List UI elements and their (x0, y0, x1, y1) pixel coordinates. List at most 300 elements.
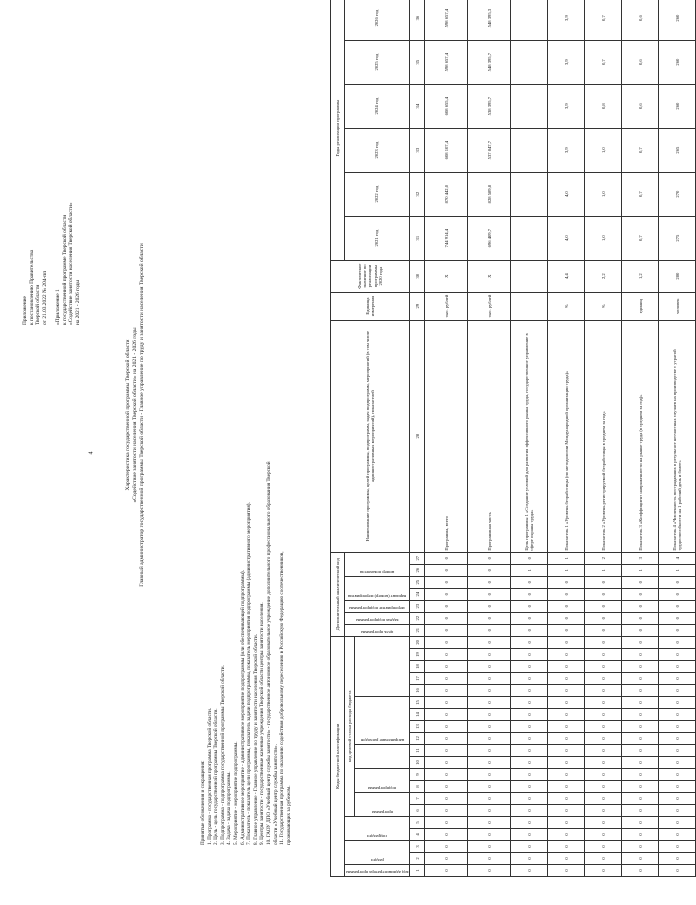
column-number: 9 (410, 769, 425, 781)
column-number: 31 (410, 216, 425, 260)
code-cell: 0 (585, 769, 622, 781)
code-cell: 0 (511, 733, 548, 745)
column-number: 12 (410, 733, 425, 745)
program-header: программа (354, 793, 409, 817)
code-cell: 0 (468, 673, 511, 685)
code-cell: 0 (585, 721, 622, 733)
column-number: 20 (410, 636, 425, 648)
year-value: 0,7 (622, 128, 659, 172)
row-unit: % (585, 292, 622, 320)
admin-header: код администратора программы (344, 865, 410, 877)
code-cell: 0 (548, 769, 585, 781)
code-cell: 0 (468, 685, 511, 697)
year-value (511, 0, 548, 40)
page-number: 4 (88, 451, 95, 455)
code-cell: 0 (425, 781, 468, 793)
code-cell: 1 (511, 564, 548, 576)
code-cell: 0 (585, 865, 622, 877)
code-cell: 0 (511, 793, 548, 805)
code-cell: 0 (511, 805, 548, 817)
row-fact: Х (425, 260, 468, 292)
code-cell: 0 (468, 636, 511, 648)
column-number: 24 (410, 588, 425, 600)
column-number: 15 (410, 697, 425, 709)
year-value: 260 (659, 84, 696, 128)
code-cell: 0 (659, 769, 696, 781)
code-cell: 0 (622, 733, 659, 745)
row-name: Показатель 2 «Уровень регистрируемой безработицы в среднем за год» (585, 320, 622, 552)
code-cell: 0 (585, 624, 622, 636)
column-number: 23 (410, 600, 425, 612)
year-value: 696 409,7 (468, 216, 511, 260)
code-cell: 0 (659, 624, 696, 636)
code-cell: 0 (468, 817, 511, 829)
row-unit (511, 292, 548, 320)
code-cell: 0 (585, 576, 622, 588)
subprogram-header-2 (354, 745, 409, 769)
column-number: 5 (410, 817, 425, 829)
code-cell: 0 (425, 865, 468, 877)
year-value: 828 589,8 (468, 172, 511, 216)
row-unit: тыс. рублей (468, 292, 511, 320)
column-number: 10 (410, 757, 425, 769)
code-cell: 0 (585, 805, 622, 817)
code-cell: 0 (659, 721, 696, 733)
code-cell: 0 (548, 685, 585, 697)
year-value: 1,0 (585, 172, 622, 216)
code-cell: 0 (425, 793, 468, 805)
code-cell: 0 (511, 757, 548, 769)
year-value: 598 657,4 (425, 40, 468, 84)
code-cell: 0 (468, 624, 511, 636)
code-cell: 0 (622, 793, 659, 805)
code-cell: 0 (622, 853, 659, 865)
code-cell: 0 (425, 673, 468, 685)
code-cell: 0 (425, 817, 468, 829)
code-cell: 0 (622, 636, 659, 648)
code-cell: 0 (622, 841, 659, 853)
code-cell: 0 (548, 649, 585, 661)
year-value: 537 847,7 (468, 128, 511, 172)
code-cell: 0 (511, 685, 548, 697)
row-unit: тыс. рублей (425, 292, 468, 320)
code-cell: 0 (548, 673, 585, 685)
abbr-line: 6. Административное мероприятие - административное мероприятие подпрограммы (или обеспечивающей подпрограммы). (239, 570, 246, 845)
code-cell: 0 (585, 745, 622, 757)
code-cell: 0 (425, 552, 468, 564)
year-2024-header: 2024 год (344, 84, 410, 128)
code-cell: 0 (659, 612, 696, 624)
code-cell: 0 (511, 673, 548, 685)
year-value: 548 395,3 (468, 0, 511, 40)
year-value: 870 442,0 (425, 172, 468, 216)
code-cell: 0 (468, 793, 511, 805)
column-number: 6 (410, 805, 425, 817)
code-cell: 0 (585, 853, 622, 865)
year-value: 1,0 (585, 216, 622, 260)
column-number: 28 (410, 320, 425, 552)
code-cell: 0 (622, 649, 659, 661)
code-cell: 0 (659, 636, 696, 648)
code-cell: 0 (511, 781, 548, 793)
code-cell: 0 (511, 649, 548, 661)
code-cell: 0 (659, 745, 696, 757)
code-cell: 0 (548, 733, 585, 745)
code-cell: 0 (548, 829, 585, 841)
code-cell: 0 (659, 685, 696, 697)
code-cell: 0 (659, 661, 696, 673)
table-row (511, 0, 548, 877)
code-cell: 0 (425, 649, 468, 661)
code-cell: 0 (659, 781, 696, 793)
row-name: Программа, всего (425, 320, 468, 552)
column-number: 21 (410, 624, 425, 636)
code-cell: 0 (585, 600, 622, 612)
code-cell: 0 (548, 721, 585, 733)
code-cell: 0 (585, 841, 622, 853)
year-value: 0,7 (622, 216, 659, 260)
code-cell: 0 (548, 853, 585, 865)
code-cell: 0 (659, 841, 696, 853)
year-2026-header: 2026 год (344, 0, 410, 40)
code-cell: 0 (468, 841, 511, 853)
column-number: 4 (410, 829, 425, 841)
fact-header: Фактическое значение по реализации программы 2020 года (331, 260, 410, 292)
code-cell: 0 (468, 600, 511, 612)
code-cell: 0 (622, 769, 659, 781)
code-cell: 0 (548, 805, 585, 817)
column-number: 19 (410, 649, 425, 661)
code-cell: 0 (659, 576, 696, 588)
year-value: 598 657,4 (425, 0, 468, 40)
codes-header: Коды бюджетной классификации (331, 636, 345, 876)
appendix-line: на 2021 - 2026 годы (74, 279, 81, 325)
meropr-header: мероприятие подпрограммы (344, 600, 410, 612)
year-2025-header: 2025 год (344, 40, 410, 84)
code-cell: 0 (511, 612, 548, 624)
code-cell: 0 (548, 576, 585, 588)
row-name: Цель программы 1 «Создание условий для развития эффективного рынка труда, государственное управление в сфере охраны труда» (511, 320, 548, 552)
code-cell: 0 (548, 841, 585, 853)
code-cell: 0 (468, 721, 511, 733)
code-cell: 0 (622, 697, 659, 709)
year-value: 3,9 (548, 0, 585, 40)
abbr-line: 11. Государственная программа по оказанию содействия добровольному переселению в Российскую Федерацию соотечественников, (279, 551, 286, 845)
code-cell: 0 (585, 757, 622, 769)
row-name: Программная часть (468, 320, 511, 552)
code-cell: 0 (548, 661, 585, 673)
code-cell: 0 (585, 612, 622, 624)
code-cell: 0 (622, 685, 659, 697)
year-value: 4,0 (548, 172, 585, 216)
code-cell: 0 (511, 841, 548, 853)
column-number: 17 (410, 673, 425, 685)
code-cell: 0 (468, 781, 511, 793)
column-number: 34 (410, 84, 425, 128)
code-cell: 0 (468, 733, 511, 745)
year-value: 744 914,4 (425, 216, 468, 260)
direction-header-2 (354, 636, 409, 696)
variant-header: вариант (номер) мероприятия (344, 576, 410, 600)
code-cell: 0 (511, 600, 548, 612)
code-cell: 0 (585, 588, 622, 600)
code-cell: 0 (425, 769, 468, 781)
year-value: 0,6 (622, 40, 659, 84)
column-number: 33 (410, 128, 425, 172)
title-line: «Содействие занятости населения Тверской области» на 2021 - 2026 годы (132, 327, 138, 503)
code-cell: 0 (425, 733, 468, 745)
code-cell: 0 (511, 721, 548, 733)
code-cell: 0 (511, 588, 548, 600)
abbr-line: Принятые обозначения и сокращения: (200, 760, 206, 845)
characteristics-table (330, 0, 696, 877)
column-number: 22 (410, 612, 425, 624)
code-cell: 0 (425, 829, 468, 841)
code-cell: 0 (585, 697, 622, 709)
table-row (548, 0, 585, 877)
code-cell: 0 (659, 817, 696, 829)
column-number: 32 (410, 172, 425, 216)
code-cell: 0 (425, 841, 468, 853)
column-number: 36 (410, 0, 425, 40)
code-cell: 0 (622, 805, 659, 817)
code-cell: 0 (468, 576, 511, 588)
cel-header: цель программы (344, 624, 410, 636)
year-value: 0,6 (622, 0, 659, 40)
code-cell: 0 (425, 624, 468, 636)
code-cell: 0 (659, 649, 696, 661)
column-number: 29 (410, 292, 425, 320)
section-header: раздел (344, 841, 410, 865)
table-row (585, 0, 622, 877)
appendix-line (48, 185, 55, 325)
column-number: 13 (410, 721, 425, 733)
code-cell: 2 (585, 552, 622, 564)
appendix-line: Тверской области (35, 284, 42, 325)
year-value (511, 216, 548, 260)
code-cell: 0 (659, 757, 696, 769)
code-cell: 0 (468, 853, 511, 865)
column-number: 3 (410, 841, 425, 853)
code-cell: 0 (585, 733, 622, 745)
document-title (125, 65, 146, 765)
code-cell: 0 (511, 865, 548, 877)
column-number: 25 (410, 576, 425, 588)
code-cell: 0 (468, 564, 511, 576)
column-number: 1 (410, 865, 425, 877)
code-cell: 0 (622, 661, 659, 673)
code-cell: 0 (468, 769, 511, 781)
title-line: Главный администратор государственной программы Тверской области - Главное управление по труду и занятости населения Тверской области (139, 243, 145, 587)
code-cell: 0 (585, 685, 622, 697)
code-cell: 0 (425, 612, 468, 624)
code-cell: 0 (468, 829, 511, 841)
code-cell: 0 (468, 588, 511, 600)
code-cell: 1 (622, 564, 659, 576)
column-number: 11 (410, 745, 425, 757)
code-cell: 0 (511, 745, 548, 757)
year-value: 0,8 (585, 84, 622, 128)
code-cell: 1 (548, 564, 585, 576)
code-cell: 0 (468, 805, 511, 817)
code-cell: 0 (585, 817, 622, 829)
year-value: 275 (659, 216, 696, 260)
code-cell: 0 (511, 661, 548, 673)
code-cell: 0 (585, 829, 622, 841)
code-cell: 0 (622, 865, 659, 877)
appendix-block (22, 185, 81, 325)
appendix-line: «Приложение 1 (54, 289, 61, 325)
code-cell: 0 (548, 709, 585, 721)
subprogram-header: подпрограмма (354, 769, 409, 793)
code-cell: 0 (659, 673, 696, 685)
abbreviations-list (200, 5, 292, 845)
code-cell: 0 (425, 697, 468, 709)
code-cell: 0 (659, 853, 696, 865)
column-number: 26 (410, 564, 425, 576)
code-cell: 0 (659, 865, 696, 877)
code-cell: 0 (468, 745, 511, 757)
code-cell: 0 (425, 853, 468, 865)
code-cell: 0 (468, 865, 511, 877)
code-cell: 0 (425, 600, 468, 612)
abbr-line: 7. Показатель - показатель цели программы, показатель задачи подпрограммы, показатель мероприятия подпрограммы (административного мероприятия). (246, 502, 253, 845)
year-value: 4,0 (548, 216, 585, 260)
abbr-line: 1. Программа - государственная программа Тверской области. (206, 707, 213, 845)
code-cell: 0 (622, 721, 659, 733)
row-name: Показатель 4 «Численность пострадавших в результате несчастных случаев на производстве с утратой трудоспособности на 1 рабочий день и более» (659, 320, 696, 552)
year-value: 0,7 (622, 172, 659, 216)
code-cell: 0 (585, 781, 622, 793)
code-cell: 0 (548, 636, 585, 648)
year-value: 538 395,7 (468, 84, 511, 128)
code-cell: 0 (511, 636, 548, 648)
years-group-header: Годы реализации программы (331, 0, 345, 260)
column-number: 8 (410, 781, 425, 793)
column-number: 7 (410, 793, 425, 805)
year-value: 3,9 (548, 84, 585, 128)
subsection-header: подраздел (344, 817, 410, 841)
code-cell: 0 (511, 817, 548, 829)
row-name: Показатель 1 «Уровень безработицы (по методологии Международной организации труда)» (548, 320, 585, 552)
row-fact (511, 260, 548, 292)
abbr-line: области «Учебный центр службы занятости». (272, 744, 279, 845)
code-cell: 0 (585, 661, 622, 673)
year-value: 608 107,4 (425, 128, 468, 172)
year-value: 270 (659, 172, 696, 216)
column-number: 18 (410, 661, 425, 673)
code-cell: 0 (622, 817, 659, 829)
code-cell: 0 (548, 745, 585, 757)
code-cell: 0 (585, 673, 622, 685)
row-unit: человек (659, 292, 696, 320)
code-cell: 0 (622, 745, 659, 757)
year-value (511, 172, 548, 216)
code-cell: 0 (548, 793, 585, 805)
year-value (511, 84, 548, 128)
code-cell: 0 (548, 624, 585, 636)
code-cell: 0 (425, 661, 468, 673)
code-cell: 0 (622, 829, 659, 841)
year-value: 0,6 (622, 84, 659, 128)
code-cell: 1 (659, 564, 696, 576)
code-cell: 0 (468, 552, 511, 564)
abbr-line: 2. Цель - цель государственной программы Тверской области. (213, 708, 220, 845)
code-cell: 0 (622, 673, 659, 685)
year-2021-header: 2021 год (344, 216, 410, 260)
appendix-line: к государственной программе Тверской области (61, 214, 68, 325)
code-cell: 0 (585, 649, 622, 661)
abbr-line: 4. Задача - задача подпрограммы. (226, 771, 233, 845)
code-cell: 0 (511, 552, 548, 564)
code-cell: 0 (511, 709, 548, 721)
code-cell: 0 (425, 564, 468, 576)
code-cell: 0 (425, 805, 468, 817)
year-value: 0,7 (585, 40, 622, 84)
zadacha-header: задача подпрограммы (344, 612, 410, 624)
year-value: 265 (659, 128, 696, 172)
code-cell: 0 (548, 600, 585, 612)
code-cell: 0 (548, 757, 585, 769)
unit-header: Единица измерения (331, 292, 410, 320)
code-cell: 0 (548, 865, 585, 877)
code-cell: 0 (548, 781, 585, 793)
year-value: 0,7 (585, 0, 622, 40)
column-number: 30 (410, 260, 425, 292)
code-cell: 0 (659, 793, 696, 805)
pokazatel-header: номер показателя (344, 552, 410, 576)
code-cell: 0 (659, 697, 696, 709)
code-cell: 0 (425, 576, 468, 588)
column-number: 14 (410, 709, 425, 721)
year-value: 1,0 (585, 128, 622, 172)
row-unit: единиц (622, 292, 659, 320)
year-value: 3,9 (548, 128, 585, 172)
code-cell: 0 (548, 612, 585, 624)
code-cell: 0 (622, 612, 659, 624)
code-cell: 0 (468, 661, 511, 673)
title-line: Характеристика государственной программы Тверской области (125, 339, 131, 491)
code-cell: 0 (622, 588, 659, 600)
column-number: 35 (410, 40, 425, 84)
code-cell: 0 (511, 853, 548, 865)
code-cell: 0 (425, 685, 468, 697)
code-cell: 0 (468, 612, 511, 624)
code-cell: 0 (622, 600, 659, 612)
abbr-line: 5. Мероприятие - мероприятие подпрограммы. (232, 741, 239, 845)
code-cell: 0 (548, 817, 585, 829)
code-cell: 1 (585, 564, 622, 576)
code-cell: 0 (659, 829, 696, 841)
column-number: 16 (410, 685, 425, 697)
year-value: 548 395,7 (468, 40, 511, 84)
name-header: Наименование программы, целей программы, подпрограмм, задач подпрограмм, мероприятий (в том числе административных мероприятий), показателей (331, 320, 410, 552)
column-number-row (410, 0, 425, 877)
row-fact: 1,2 (622, 260, 659, 292)
row-name: Показатель 3 «Коэффициент напряженности на рынке труда (в среднем за год)» (622, 320, 659, 552)
abbr-line: 8. Главное управление - Главное управление по труду и занятости населения Тверской области. (252, 634, 259, 845)
year-value: 3,9 (548, 40, 585, 84)
column-number: 27 (410, 552, 425, 564)
code-cell: 0 (468, 649, 511, 661)
code-cell: 1 (548, 552, 585, 564)
row-unit: % (548, 292, 585, 320)
code-cell: 0 (425, 745, 468, 757)
code-cell: 0 (425, 757, 468, 769)
code-cell: 0 (622, 576, 659, 588)
year-value: 260 (659, 40, 696, 84)
row-fact: 280 (659, 260, 696, 292)
